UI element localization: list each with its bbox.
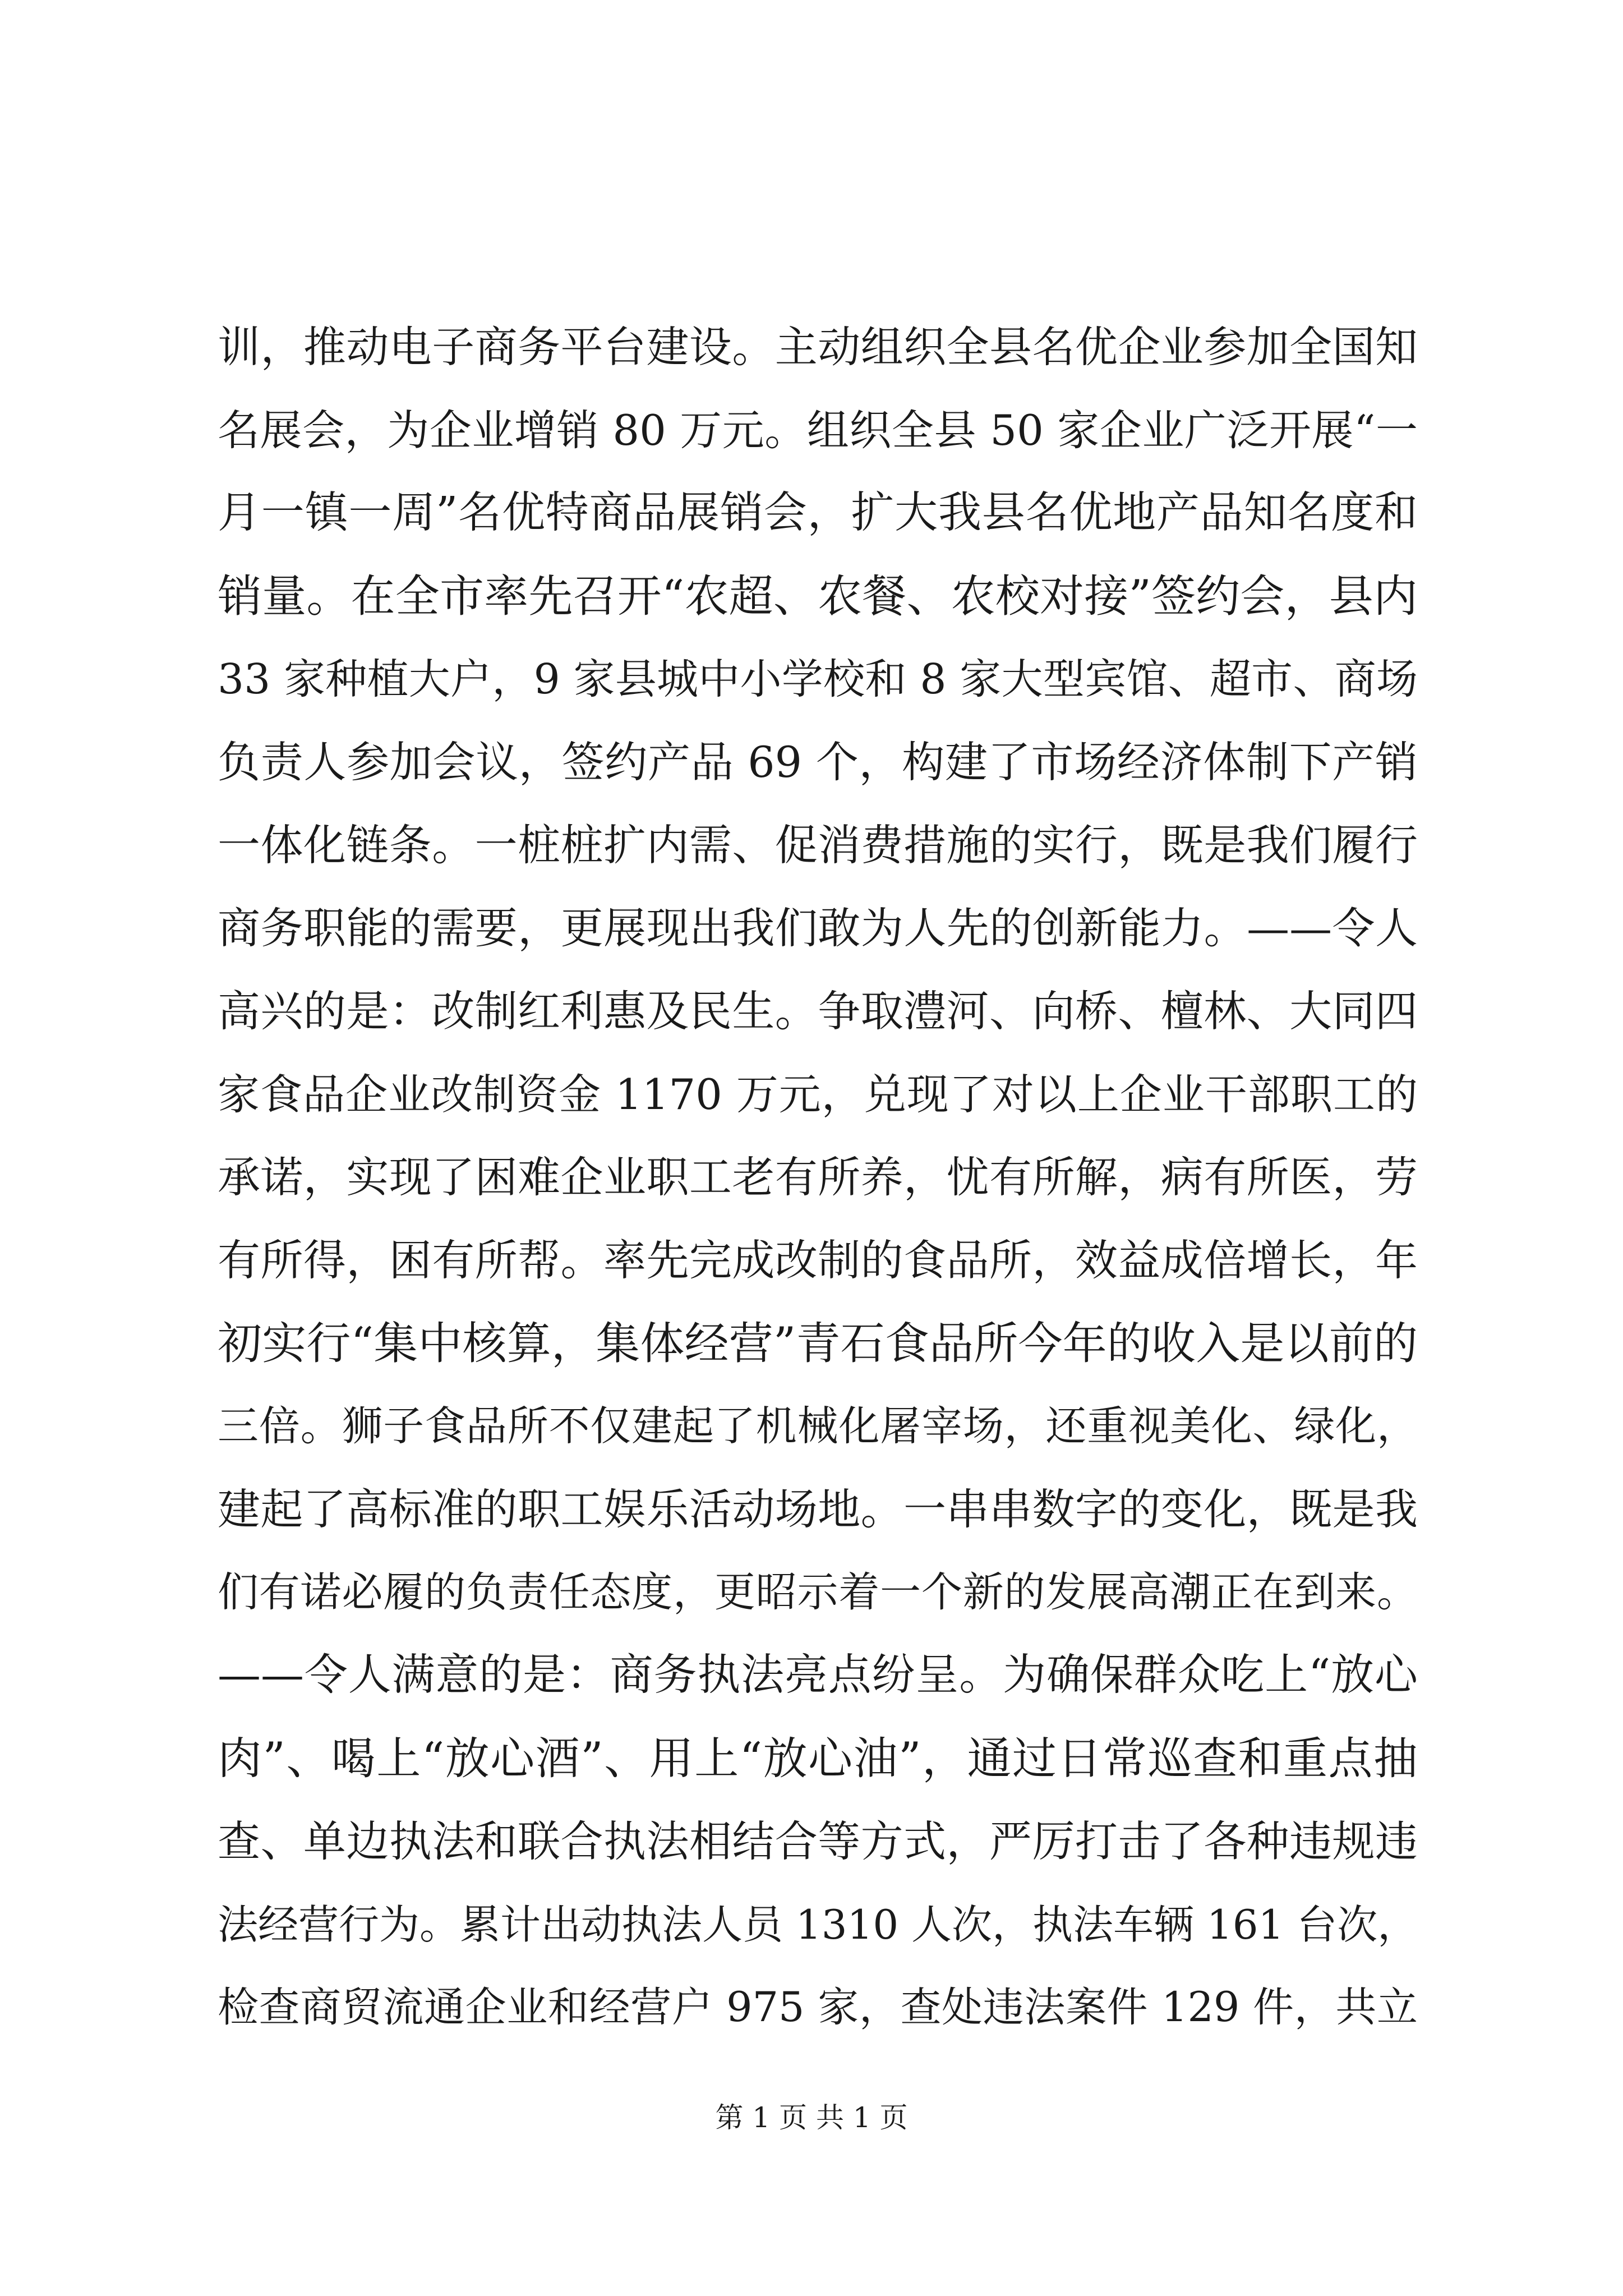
text-line: 检查商贸流通企业和经营户 975 家，查处违法案件 129 件，共立 <box>218 1984 1418 2031</box>
text-line: 负责人参加会议，签约产品 69 个，构建了市场经济体制下产销 <box>218 737 1418 787</box>
page-footer <box>0 2101 1623 2134</box>
text-line: 家食品企业改制资金 1170 万元，兑现了对以上企业干部职工的 <box>218 1070 1418 1119</box>
text-line: 商务职能的需要，更展现出我们敢为人先的创新能力。——令人 <box>218 903 1418 953</box>
text-line: 训，推动电子商务平台建设。主动组织全县名优企业参加全国知 <box>218 322 1418 372</box>
body-text <box>218 306 1418 2049</box>
text-line: 高兴的是：改制红利惠及民生。争取澧河、向桥、檀林、大同四 <box>218 986 1418 1036</box>
text-line: 名展会，为企业增销 80 万元。组织全县 50 家企业广泛开展“一 <box>218 406 1418 455</box>
page-number: 第 1 页 共 1 页 <box>715 2101 908 2134</box>
text-line: 三倍。狮子食品所不仅建起了机械化屠宰场，还重视美化、绿化， <box>218 1402 1418 1450</box>
text-line: 月一镇一周”名优特商品展销会，扩大我县名优地产品知名度和 <box>218 488 1418 538</box>
text-line: 有所得，困有所帮。率先完成改制的食品所，效益成倍增长，年 <box>218 1235 1418 1285</box>
text-line: ——令人满意的是：商务执法亮点纷呈。为确保群众吃上“放心 <box>218 1650 1418 1700</box>
text-line: 初实行“集中核算，集体经营”青石食品所今年的收入是以前的 <box>218 1318 1418 1369</box>
text-line: 33 家种植大户，9 家县城中小学校和 8 家大型宾馆、超市、商场 <box>218 655 1418 703</box>
text-line: 们有诺必履的负责任态度，更昭示着一个新的发展高潮正在到来。 <box>218 1568 1418 1616</box>
text-line: 一体化链条。一桩桩扩内需、促消费措施的实行，既是我们履行 <box>218 820 1418 870</box>
text-line: 查、单边执法和联合执法相结合等方式，严厉打击了各种违规违 <box>218 1816 1418 1866</box>
text-line: 承诺，实现了困难企业职工老有所养，忧有所解，病有所医，劳 <box>218 1152 1418 1202</box>
text-line: 建起了高标准的职工娱乐活动场地。一串串数字的变化，既是我 <box>218 1484 1418 1534</box>
text-line: 肉”、喝上“放心酒”、用上“放心油”，通过日常巡查和重点抽 <box>218 1733 1418 1784</box>
text-line: 法经营行为。累计出动执法人员 1310 人次，执法车辆 161 台次， <box>218 1901 1418 1948</box>
text-line: 销量。在全市率先召开“农超、农餐、农校对接”签约会，县内 <box>218 570 1418 622</box>
